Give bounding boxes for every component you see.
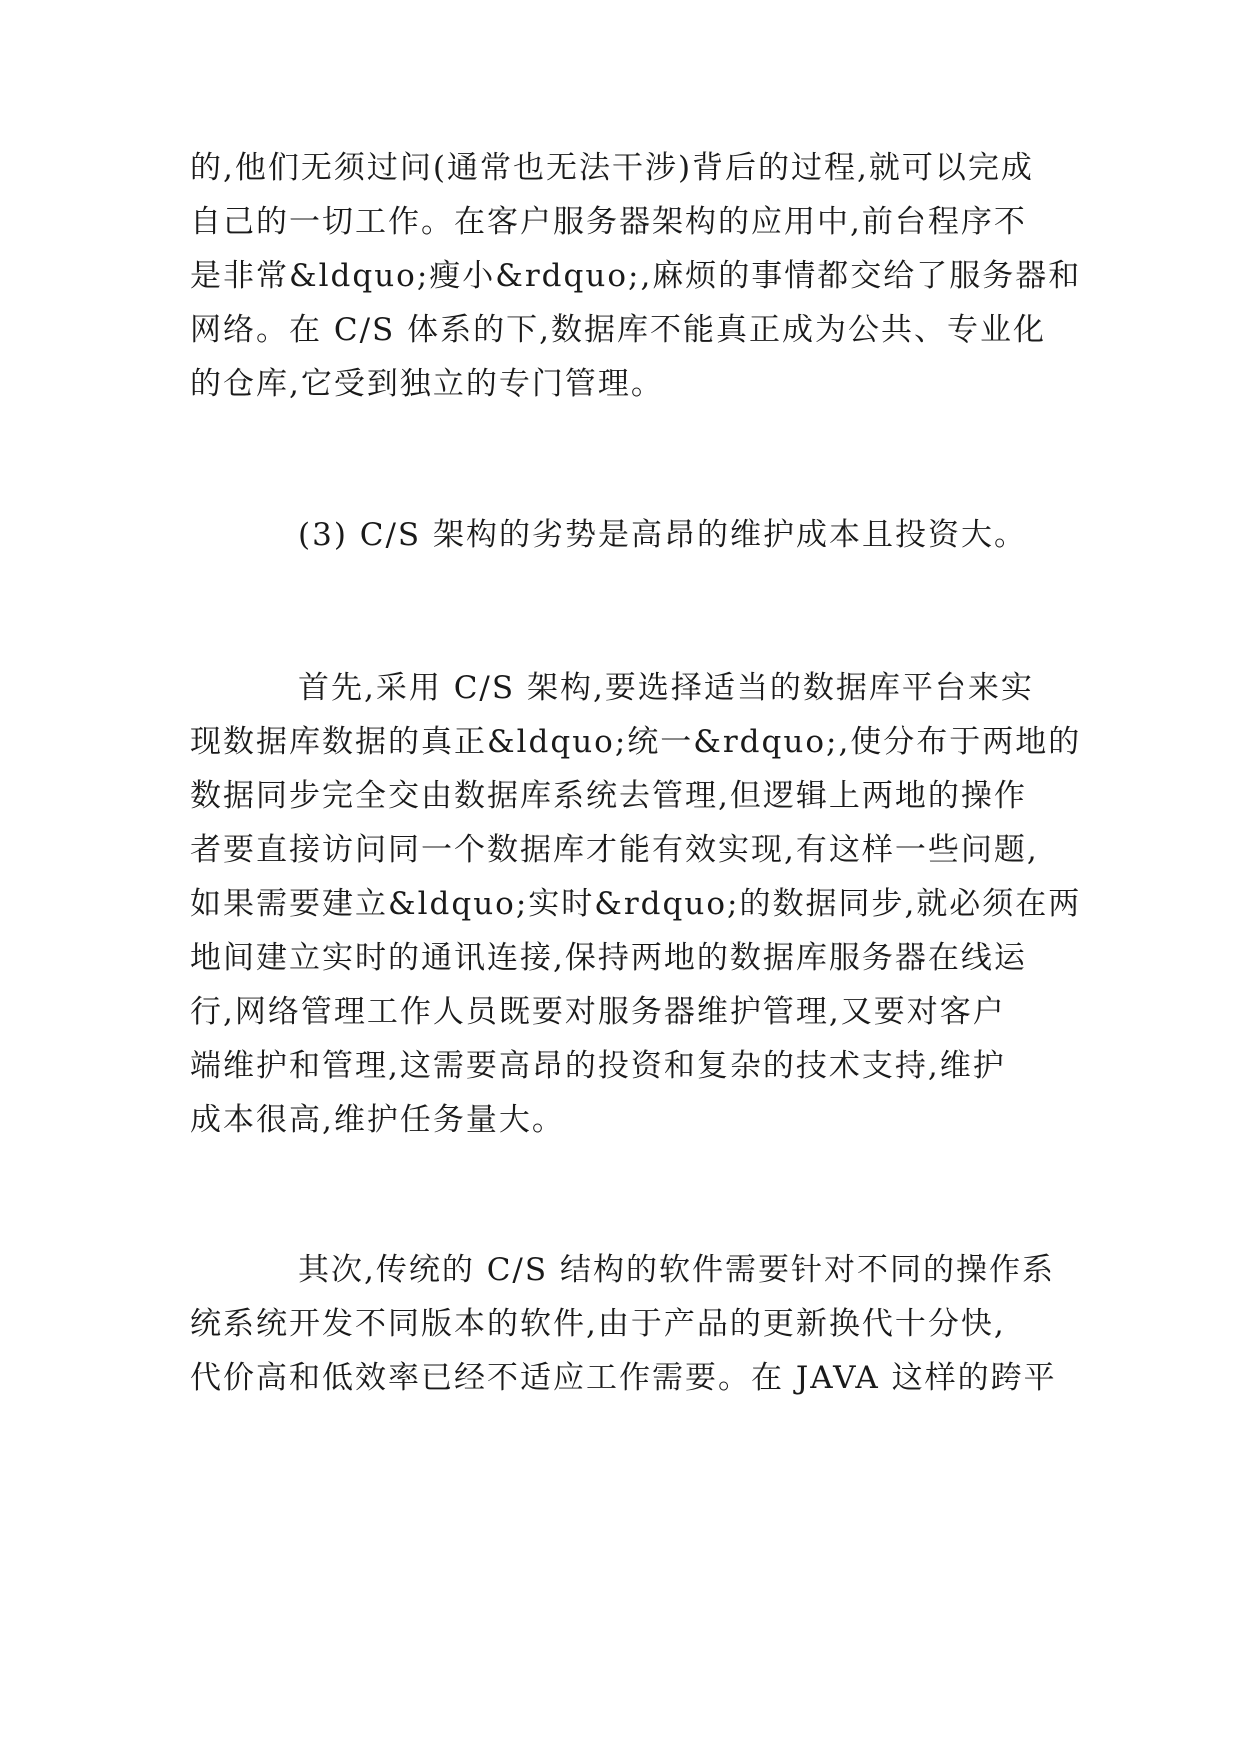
- paragraph-line: 行,网络管理工作人员既要对服务器维护管理,又要对客户: [190, 994, 1006, 1030]
- paragraph-line: 统系统开发不同版本的软件,由于产品的更新换代十分快,: [190, 1306, 1006, 1342]
- paragraph-line: 自己的一切工作。在客户服务器架构的应用中,前台程序不: [190, 204, 1027, 240]
- paragraph-line: 如果需要建立&ldquo;实时&rdquo;的数据同步,就必须在两: [190, 886, 1082, 922]
- paragraph-line: 的仓库,它受到独立的专门管理。: [190, 366, 664, 402]
- paragraph-line: 其次,传统的 C/S 结构的软件需要针对不同的操作系: [298, 1252, 1055, 1288]
- paragraph-line: 网络。在 C/S 体系的下,数据库不能真正成为公共、专业化: [190, 312, 1046, 348]
- paragraph-line: 成本很高,维护任务量大。: [190, 1102, 565, 1138]
- paragraph-line: 是非常&ldquo;瘦小&rdquo;,麻烦的事情都交给了服务器和: [190, 258, 1082, 294]
- paragraph-line: 的,他们无须过问(通常也无法干涉)背后的过程,就可以完成: [190, 150, 1034, 186]
- paragraph-line: 地间建立实时的通讯连接,保持两地的数据库服务器在线运: [190, 940, 1027, 976]
- paragraph-line: (3) C/S 架构的劣势是高昂的维护成本且投资大。: [298, 517, 1028, 553]
- paragraph-line: 现数据库数据的真正&ldquo;统一&rdquo;,使分布于两地的: [190, 724, 1082, 760]
- paragraph-line: 者要直接访问同一个数据库才能有效实现,有这样一些问题,: [190, 832, 1039, 868]
- paragraph-line: 首先,采用 C/S 架构,要选择适当的数据库平台来实: [298, 670, 1034, 706]
- paragraph-line: 代价高和低效率已经不适应工作需要。在 JAVA 这样的跨平: [190, 1360, 1057, 1396]
- paragraph-line: 数据同步完全交由数据库系统去管理,但逻辑上两地的操作: [190, 778, 1027, 814]
- paragraph-line: 端维护和管理,这需要高昂的投资和复杂的技术支持,维护: [190, 1048, 1006, 1084]
